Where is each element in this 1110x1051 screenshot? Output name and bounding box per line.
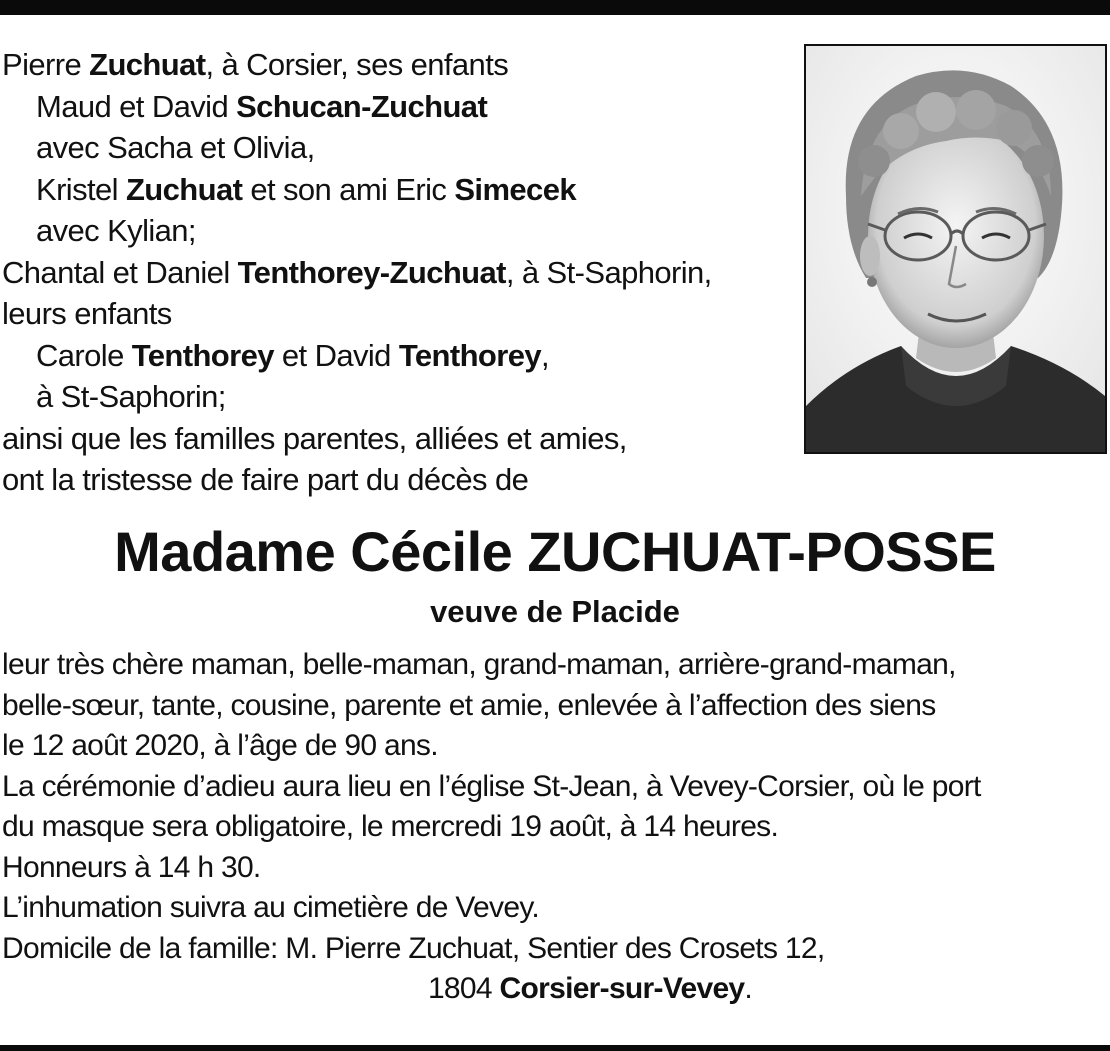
body-line: La cérémonie d’adieu aura lieu en l’église St-Jean, à Vevey-Corsier, où le port xyxy=(2,769,981,803)
portrait-photo xyxy=(804,44,1107,454)
body-line: leur très chère maman, belle-maman, grand-maman, arrière-grand-maman, xyxy=(2,648,956,681)
portrait-illustration xyxy=(806,46,1105,452)
surname: Simecek xyxy=(454,171,576,207)
family-line xyxy=(2,169,792,211)
text: , xyxy=(541,337,550,373)
text: Chantal et Daniel xyxy=(2,254,238,290)
body-line: le 12 août 2020, à l’âge de 90 ans. xyxy=(2,729,438,762)
text: Pierre xyxy=(2,47,90,82)
family-line xyxy=(2,86,792,128)
address-line xyxy=(2,969,1108,1010)
family-line: leurs enfants xyxy=(2,296,172,331)
text: Maud et David xyxy=(36,88,237,124)
text: Kristel xyxy=(36,171,126,207)
surname: Zuchuat xyxy=(125,171,243,207)
text: . xyxy=(744,972,753,1005)
body-line: Honneurs à 14 h 30. xyxy=(2,850,261,884)
text: 1804 xyxy=(427,972,500,1005)
family-line xyxy=(2,44,792,86)
surname: Tenthorey xyxy=(398,337,541,373)
locality: Corsier-sur-Vevey xyxy=(499,972,745,1005)
text: et son ami Eric xyxy=(242,171,455,207)
family-line: avec Sacha et Olivia, xyxy=(36,130,315,165)
surname: Tenthorey-Zuchuat xyxy=(237,254,506,290)
text: , à St-Saphorin, xyxy=(505,254,712,290)
body-line: Domicile de la famille: M. Pierre Zuchuat, Sentier des Crosets 12, xyxy=(2,931,825,965)
text: et David xyxy=(273,337,399,373)
text: Carole xyxy=(36,337,132,373)
surname: Tenthorey xyxy=(131,337,274,373)
family-line xyxy=(2,335,792,377)
surname: Schucan-Zuchuat xyxy=(236,88,488,124)
family-line: ont la tristesse de faire part du décès de xyxy=(2,462,529,497)
family-line: à St-Saphorin; xyxy=(36,379,226,414)
deceased-subtitle: veuve de Placide xyxy=(430,594,680,629)
body-line: L’inhumation suivra au cimetière de Vevey. xyxy=(2,891,540,924)
deceased-name: Madame Cécile ZUCHUAT-POSSE xyxy=(114,520,996,583)
family-line xyxy=(2,252,792,294)
surname: Zuchuat xyxy=(89,47,206,82)
body-line: du masque sera obligatoire, le mercredi 19 août, à 14 heures. xyxy=(2,810,779,843)
body-line: belle-sœur, tante, cousine, parente et amie, enlevée à l’affection des siens xyxy=(2,688,936,722)
family-line: avec Kylian; xyxy=(36,213,196,248)
top-rule xyxy=(0,0,1110,15)
family-announcement xyxy=(2,44,792,501)
text: , à Corsier, ses enfants xyxy=(205,47,509,82)
family-line: ainsi que les familles parentes, alliées et amies, xyxy=(2,420,627,456)
bottom-rule xyxy=(0,1045,1110,1051)
announcement-body xyxy=(2,645,1108,1010)
